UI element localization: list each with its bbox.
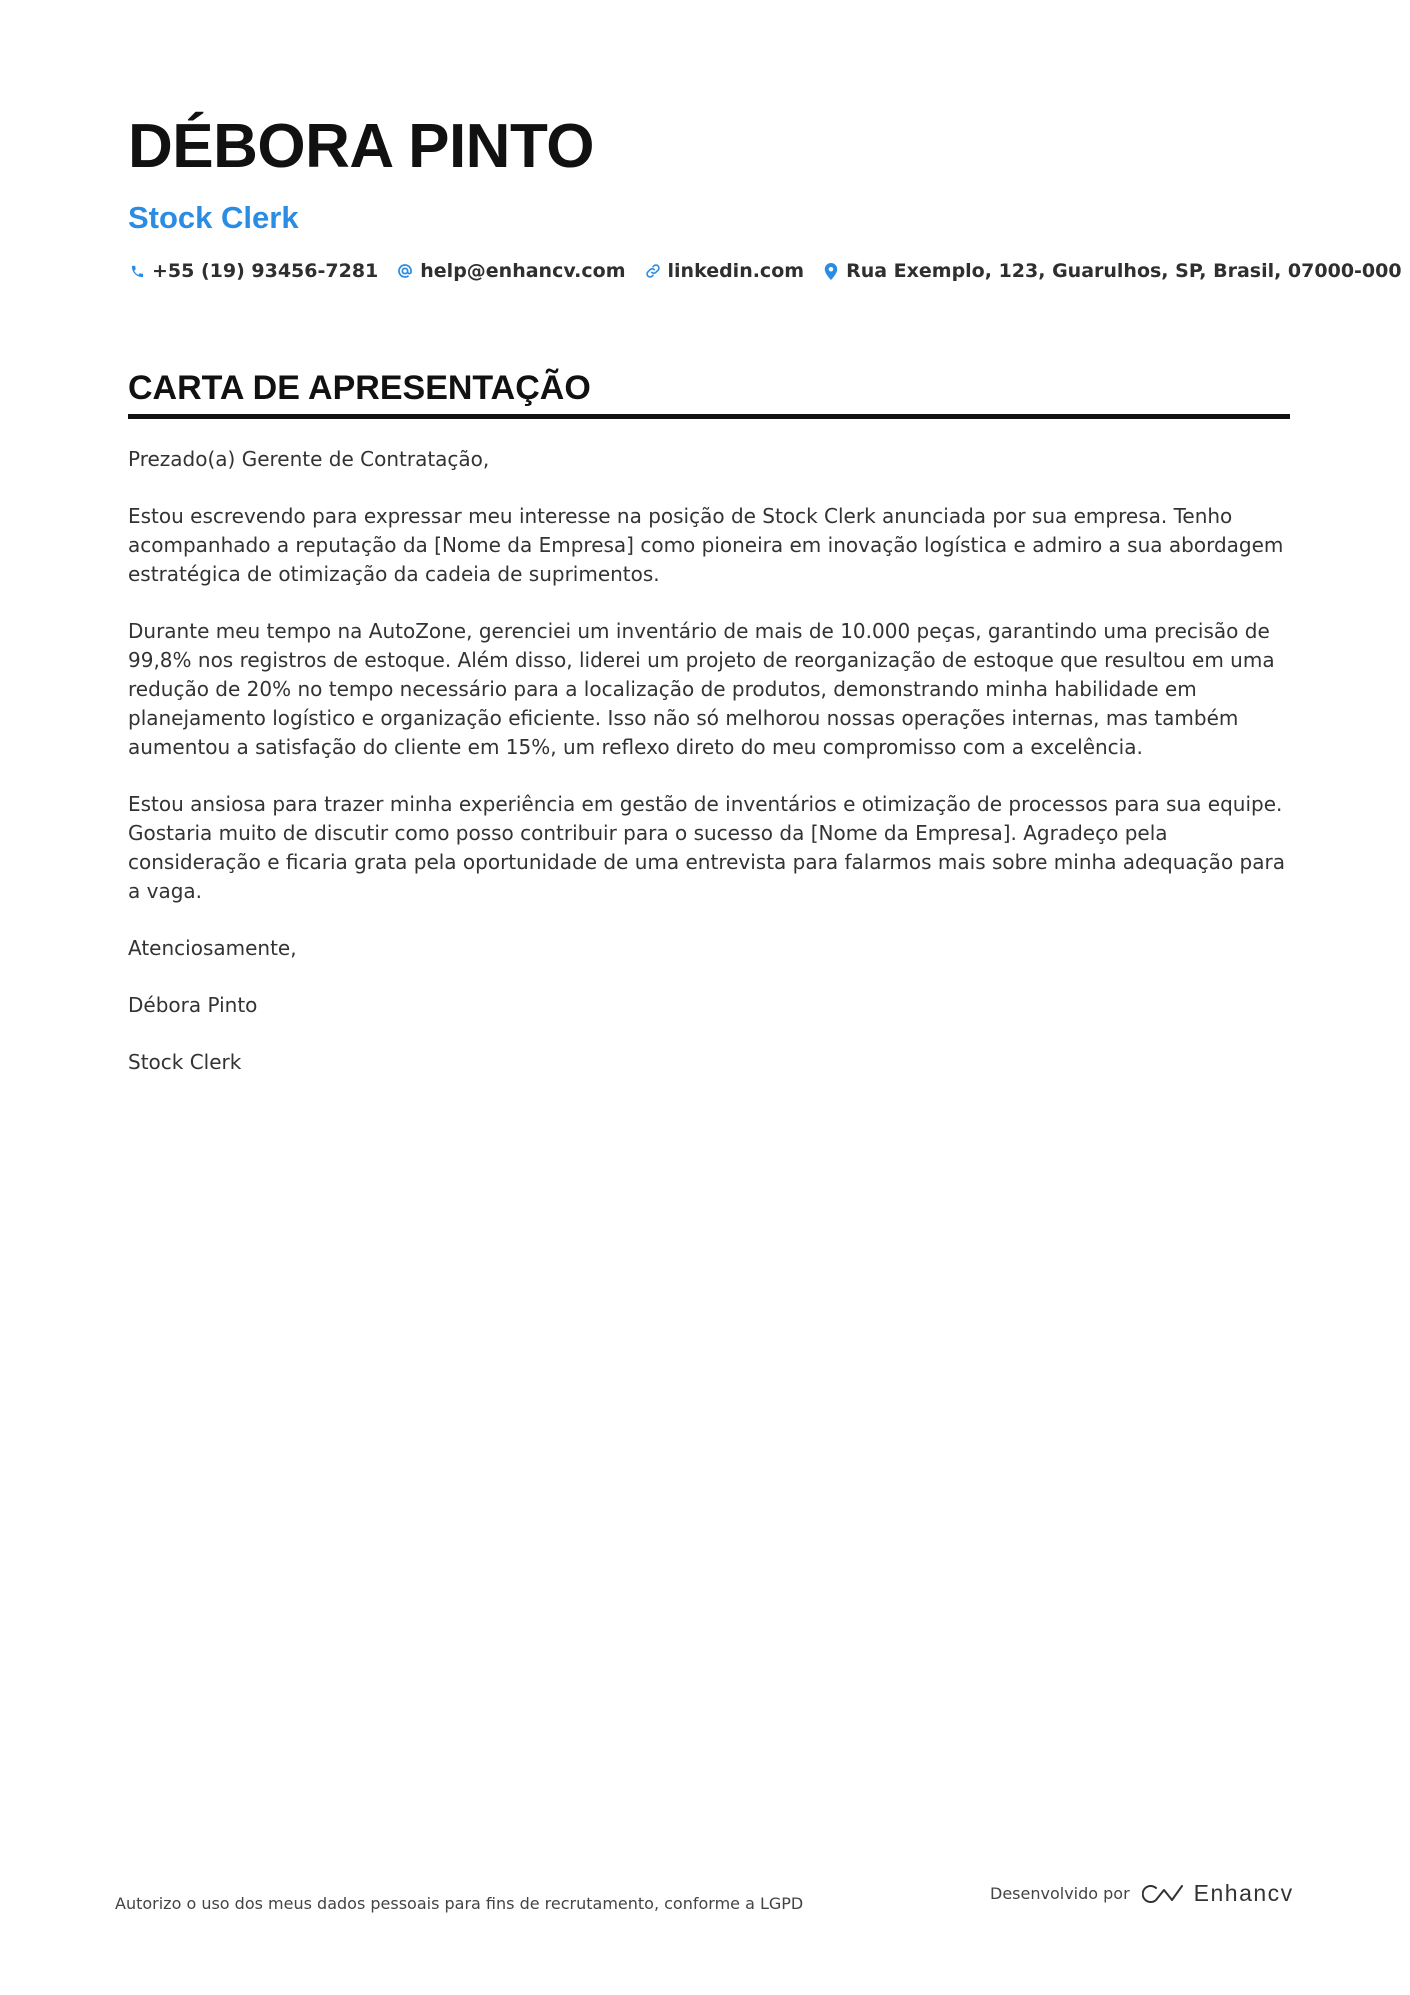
footer-consent: Autorizo o uso dos meus dados pessoais para fins de recrutamento, conforme a LGPD: [115, 1894, 804, 1913]
phone-icon: [128, 262, 146, 280]
contact-address: [822, 260, 1402, 282]
signature-role: Stock Clerk: [128, 1050, 242, 1074]
letter-paragraph: Durante meu tempo na AutoZone, gerenciei um inventário de mais de 10.000 peças, garantindo uma precisão de 99,8% nos registros de estoque. Além disso, liderei um projeto de reorganização de estoque que resultou em uma redução de 20% no tempo necessário para a localização de produtos, demonstrando minha habilidade em planejamento logístico e organização eficiente. Isso não só melhorou nossas operações internas, mas também aumentou a satisfação do cliente em 15%, um reflexo direto do meu compromisso com a excelência.: [128, 619, 1275, 759]
cover-letter-section: [128, 366, 1290, 1105]
candidate-role: Stock Clerk: [128, 200, 299, 235]
letter-greeting: Prezado(a) Gerente de Contratação,: [128, 447, 490, 471]
letter-paragraph: Estou escrevendo para expressar meu interesse na posição de Stock Clerk anunciada por sua empresa. Tenho acompanhado a reputação da [Nome da Empresa] como pioneira em inovação logística e admiro a sua abordagem estratégica de otimização da cadeia de suprimentos.: [128, 504, 1284, 586]
contact-bar: [128, 260, 1402, 282]
contact-email-text[interactable]: help@enhancv.com: [420, 260, 626, 282]
brand-name: Enhancv: [1193, 1880, 1294, 1906]
letter-closing: Atenciosamente,: [128, 936, 297, 960]
section-title: CARTA DE APRESENTAÇÃO: [128, 366, 1290, 419]
contact-address-text: Rua Exemplo, 123, Guarulhos, SP, Brasil, 07000-000: [846, 260, 1402, 282]
letter-body: [128, 445, 1290, 1077]
contact-linkedin-text[interactable]: linkedin.com: [667, 260, 805, 282]
powered-by-label: Desenvolvido por: [990, 1884, 1130, 1903]
at-icon: [396, 262, 414, 280]
signature-name: Débora Pinto: [128, 993, 258, 1017]
letter-paragraph: Estou ansiosa para trazer minha experiência em gestão de inventários e otimização de processos para sua equipe. Gostaria muito de discutir como posso contribuir para o sucesso da [Nome da Empresa]. Agradeço pela consideração e ficaria grata pela oportunidade de uma entrevista para falarmos mais sobre minha adequação para a vaga.: [128, 792, 1285, 903]
contact-linkedin[interactable]: [644, 260, 805, 282]
candidate-name: DÉBORA PINTO: [128, 112, 594, 181]
location-pin-icon: [822, 262, 840, 280]
header: [128, 112, 1402, 282]
contact-phone-text: +55 (19) 93456-7281: [152, 260, 379, 282]
enhancv-logo-icon: [1142, 1882, 1186, 1906]
contact-email[interactable]: [396, 260, 625, 282]
enhancv-logo[interactable]: [1142, 1880, 1294, 1907]
contact-phone: [128, 260, 378, 282]
link-icon: [644, 262, 662, 280]
footer-branding: [990, 1880, 1294, 1907]
